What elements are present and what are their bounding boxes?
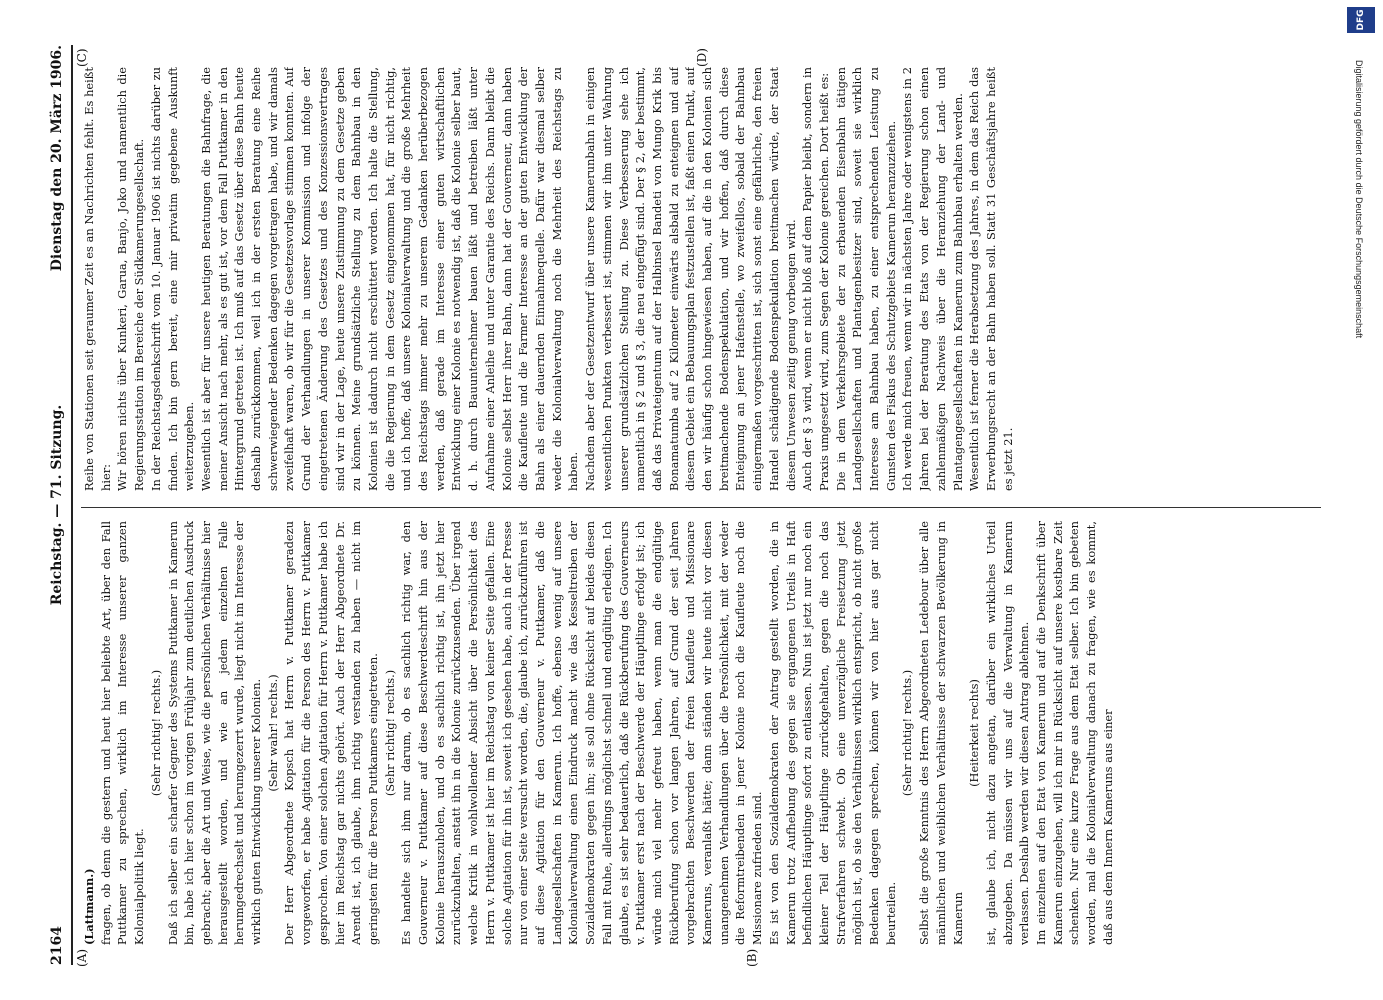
paragraph: Ich werde mich freuen, wenn wir in nächsten Jahre oder wenigstens in 2 Jahren bei der Beratung des Etats von der Regierung schon einen zahlenmäßigen Nachweis über die Heranziehung der Land- und Plantagengesellschaften in Kamerun zum Bahnbau erhalten werden. (900, 67, 965, 491)
paragraph: Im einzelnen auf den Etat von Kamerun und auf die Denkschrift über Kamerun einzugehen, will ich mir in Rücksicht auf unsere kostbare Zeit schenken. Nur eine kurze Frage aus dem Etat selber. Ich bin gebeten worden, mal die Kolonialverwaltung danach zu fragen, wie es kommt, daß aus dem Innern Kameruns aus einer (1034, 521, 1115, 945)
left-column-body (98, 521, 1117, 945)
rotated-page (45, 45, 1335, 965)
margin-mark-c: (C) (75, 48, 89, 67)
margin-mark-b: (B) (745, 948, 759, 967)
column-divider (81, 507, 1321, 508)
margin-mark-d: (D) (695, 48, 709, 67)
paragraph: Der Herr Abgeordnete Kopsch hat Herrn v. Puttkamer geradezu vorgeworfen, er habe Agitation für die Person des Herrn v. Puttkamer gesprochen. Von einer solchen Agitation für Herrn v. Puttkamer habe ich hier im Reichstag gar nichts gehört. Auch der Herr Abgeordnete Dr. Arendt ist, ich glaube, ihm richtig verstanden zu haben — nicht im geringsten für die Person Puttkamers eingetreten. (282, 521, 380, 945)
paragraph: Selbst die große Kenntnis des Herrn Abgeordneten Ledebour über alle männlichen und weiblichen Verhältnisse der schwarzen Bevölkerung in Kamerun (917, 521, 965, 945)
paragraph: (Sehr richtig! rechts.) (382, 669, 397, 797)
margin-mark-a: (A) (75, 948, 89, 967)
paragraph: (Sehr wahr! rechts.) (265, 674, 280, 792)
paragraph: Nachdem aber der Gesetzentwurf über unsere Kamerunbahn in einigen wesentlichen Punkten verbessert ist, stimmen wir ihm unter Wahrung unserer grundsätzlichen Stellung zu. Diese Verbesserung sehe ich namentlich in § 2 und § 3, die neu eingefügt sind. Der § 2, der bestimmt, daß das Privateigentum auf der Halbinsel Bandeti von Mungo Krik bis Bonamatumba auf 2 Kilometer einwärts alsbald zu enteignen und auf diesem Gebiet ein Bebauungsplan festzustellen ist, faßt einen Punkt, auf den wir häufig schon hingewiesen haben, auf die in den Kolonien sich breitmachende Bodenspekulation, und wir hoffen, daß durch diese Enteignung an jener Hafenstelle, wo zweifellos, sobald der Bahnbau einigermaßen vorgeschritten ist, sich sonst eine gefährliche, den freien Handel schädigende Bodenspekulation breitmachen würde, der Staat diesem Unwesen zeitig genug vorbeugen wird. (583, 67, 798, 491)
paragraph: (Sehr richtig! rechts.) (900, 669, 915, 797)
page-number: 2164 (49, 926, 65, 965)
paragraph: Auch der § 3 wird, wenn er nicht bloß auf dem Papier bleibt, sondern in Praxis umgesetzt wird, zum Segen der Kolonie gereichen. Dort heißt es: (800, 67, 831, 491)
paragraph: Wesentlich ist ferner die Herabsetzung des Jahres, in dem das Reich das Erwerbungsrecht an der Bahn haben soll. Statt 31 Geschäftsjahre heißt es jetzt 21. (967, 67, 1015, 491)
header-rule (71, 45, 73, 965)
paragraph: Es handelte sich ihm nur darum, ob es sachlich richtig war, den Gouverneur v. Puttkamer auf diese Beschwerdeschrift hin aus der Kolonie herauszuholen, und ob es sachlich richtig ist, ihn jetzt hier zurückzuhalten, anstatt ihn in die Kolonie zurückzusenden. Über irgend welche Kritik in wohlwollender Absicht über die Persönlichkeit des Herrn v. Puttkamer ist hier im Reichstag von keiner Seite gefallen. Eine solche Agitation für ihn ist, soweit ich gesehen habe, auch in der Presse nur von einer Seite versucht worden, die, glaube ich, zurückzuführen ist auf diese Agitation für den Gouverneur v. Puttkamer, daß die Landgesellschaften in Kamerun. Ich hoffe, ebenso wenig auf unsere Kolonialverwaltung einen Eindruck macht wie das Kesseltreiben der Sozialdemokraten gegen ihn; sie soll ohne Rücksicht auf beides diesen Fall mit Ruhe, allerdings möglichst schnell und endgültig erledigen. Ich glaube, es ist sehr bedauerlich, daß die Rückberufung des Gouverneurs v. Puttkamer erst nach der Beschwerde der Häuptlinge erfolgt ist; ich würde mich viel mehr gefreut haben, wenn man die endgültige Rückberufung schon vor langen Jahren, auf Grund der seit Jahren vorgebrachten Beschwerden der freien Kaufleute und Missionare Kameruns, veranlaßt hätte; dann ständen wir heute nicht vor diesen unangenehmen Verhandlungen über die Persönlichkeit, mit der weder die Reformtreibenden in jener Kolonie noch die Kaufleute noch die Missionare zufrieden sind. (399, 521, 765, 945)
paragraph: Reihe von Stationen seit geraumer Zeit es an Nachrichten fehlt. Es heißt hier: (82, 67, 113, 491)
header-date: Dienstag den 20. März 1906. (49, 45, 65, 272)
right-column (81, 67, 1331, 491)
paragraph: ist, glaube ich, nicht dazu angetan, darüber ein wirkliches Urteil abzugeben. Da müssen wir uns auf die Verwaltung in Kamerun verlassen. Deshalb werden wir diesen Antrag ablehnen. (983, 521, 1032, 945)
paragraph: Wir hören nichts über Kunkeri, Garua, Banjo, Joko und namentlich die Regierungsstation im Bereiche der Südkamerungesellschaft. (115, 67, 147, 491)
left-column (81, 521, 1331, 945)
paragraph: Wesentlich ist aber für unsere heutigen Beratungen die Bahnfrage, die meiner Ansicht nach mehr, als es gut ist, vor dem Fall Puttkamer in den Hintergrund getreten ist. Ich muß auf das Gesetz über diese Bahn heute deshalb zurückkommen, weil ich in der ersten Beratung eine Reihe schwerwiegender Bedenken dagegen vorgetragen habe, und wir damals zweifelhaft waren, ob wir für die Gesetzesvorlage stimmen konnten. Auf Grund der Verhandlungen in unserer Kommission und infolge der eingetretenen Änderung des Gesetzes und des Konzessionsvertrages sind wir in der Lage, heute unsere Zustimmung zu dem Gesetze geben zu können. Meine grundsätzliche Stellung zu dem Bahnbau in den Kolonien ist dadurch nicht erschüttert worden. Ich halte die Stellung, die die Regierung in dem Gesetz eingenommen hat, für nicht richtig, und ich hoffe, daß unsere Kolonialverwaltung und die große Mehrheit des Reichstags immer mehr zu unserem Gedanken herüberbezogen werden, daß gerade im Interesse einer guten wirtschaftlichen Entwicklung einer Kolonie es notwendig ist, daß die Kolonie selber baut, d. h. durch Bauunternehmer bauen läßt und betreiben läßt unter Aufnahme einer Anleihe und unter Garantie des Reichs. Dann bleibt die Kolonie selbst Herr ihrer Bahn, dann hat der Gouverneur, dann haben die Kaufleute und die Farmer Interesse an der guten Entwicklung der Bahn als einer dauernden Einnahmequelle. Dafür war diesmal selber weder die Kolonialverwaltung noch die Mehrheit des Reichstags zu haben. (198, 67, 581, 491)
page-header (45, 45, 71, 965)
paragraph: Die in dem Verkehrsgebiete der zu erbauenden Eisenbahn tätigen Landgesellschaften und Plantagenbesitzer sind, soweit sie wirklich Interesse am Bahnbau haben, zu einer entsprechenden Leistung zu Gunsten des Fiskus des Schutzgebiets Kamerun heranzuziehen. (833, 67, 898, 491)
right-column-body (81, 67, 1016, 491)
paragraph: (Sehr richtig! rechts.) (148, 669, 163, 797)
header-title: Reichstag. — 71. Sitzung. (49, 404, 65, 606)
paragraph: In der Reichstagsdenkschrift vom 10. Januar 1906 ist nichts darüber zu finden. Ich bin gern bereit, eine mir privatim gegebene Auskunft weiterzugeben. (148, 67, 197, 491)
paragraph: (Heiterkeit rechts) (967, 679, 982, 787)
paragraph: Daß ich selber ein scharfer Gegner des Systems Puttkamer in Kamerun bin, habe ich hier schon im vorigen Frühjahr zum deutlichen Ausdruck gebracht; aber die Art und Weise, wie die persönlichen Verhältnisse hier herausgestellt worden, und wie an jedem einzelnen Falle herumgedrechselt und herumgezerrt wurde, liegt nicht im Interesse der wirklich guten Entwicklung unserer Kolonien. (165, 521, 264, 945)
paragraph: Es ist von den Sozialdemokraten der Antrag gestellt worden, die in Kamerun trotz Aufhebung des gegen sie ergangenen Urteils in Haft befindlichen Häuptlinge sofort zu entlassen. Nun ist jetzt nur noch ein kleiner Teil der Häuptlinge zurückgehalten, gegen die noch das Strafverfahren schwebt. Ob eine unverzügliche Freisetzung jetzt möglich ist, ob sie den Verhältnissen wirklich entspricht, ob nicht große Bedenken dagegen sprechen, können wir von hier aus gar nicht beurteilen. (766, 521, 898, 945)
paragraph: fragen, ob denn die gestern und heut hier beliebte Art, über den Fall Puttkamer zu sprechen, wirklich im Interesse unserer ganzen Kolonialpolitik liegt. (98, 521, 147, 945)
speaker-name: (Lattmann.) (82, 868, 96, 945)
digitization-note: Digitalisierung gefördert durch die Deutsche Forschungsgemeinschaft (1354, 60, 1364, 339)
dfg-logo: DFG (1347, 7, 1375, 33)
